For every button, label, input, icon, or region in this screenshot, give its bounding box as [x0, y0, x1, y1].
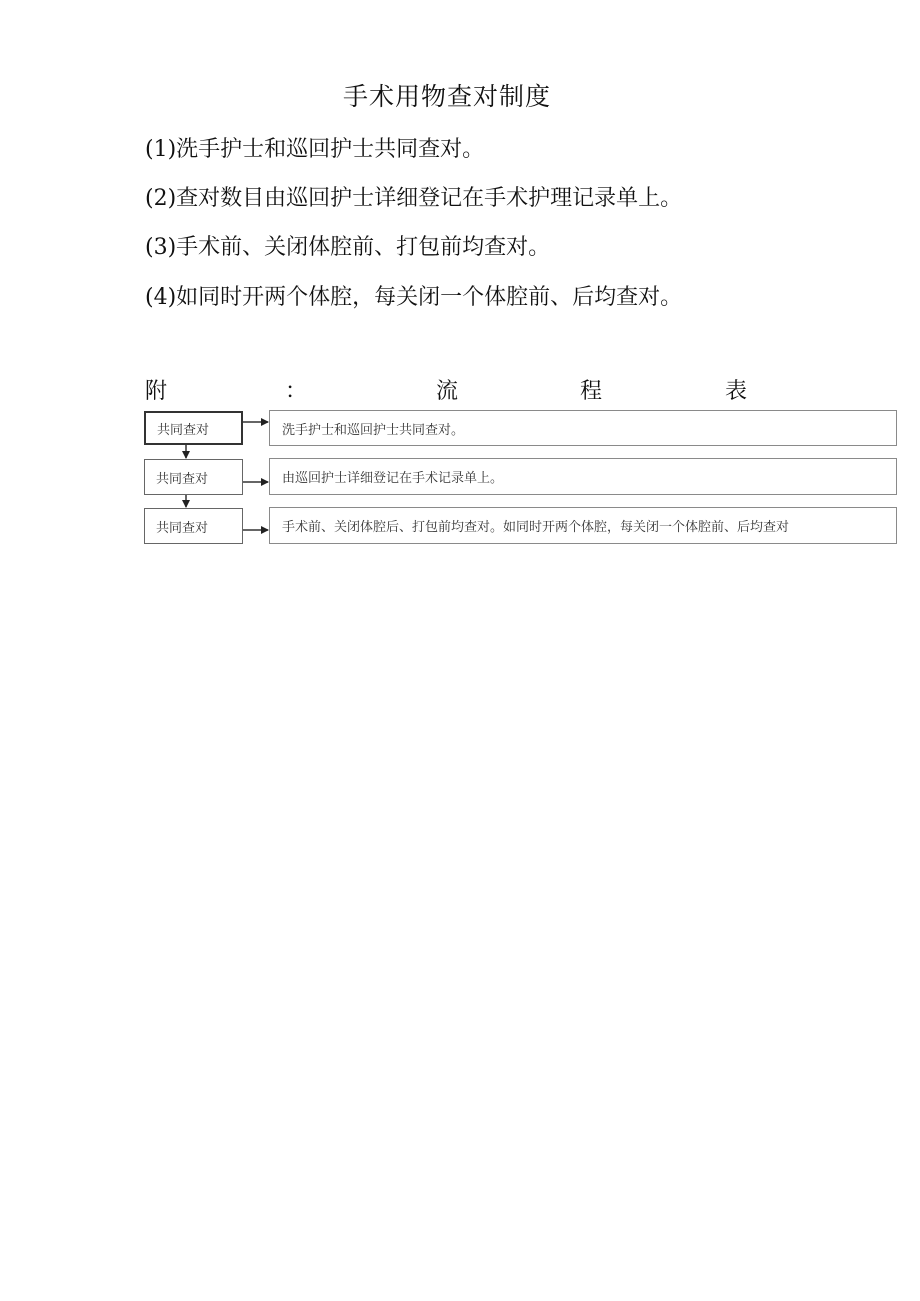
flow-connectors — [0, 0, 920, 600]
rule-item-3: (3)手术前、关闭体腔前、打包前均查对。 — [145, 235, 551, 260]
flow-detail-box-3: 手术前、关闭体腔后、打包前均查对。如同时开两个体腔，每关闭一个体腔前、后均查对 — [269, 507, 897, 544]
rule-item-1: (1)洗手护士和巡回护士共同查对。 — [145, 137, 485, 162]
flow-step-box-1: 共同查对 — [144, 411, 243, 445]
flow-step-box-2: 共同查对 — [144, 459, 243, 495]
flow-step-box-3: 共同查对 — [144, 508, 243, 544]
appendix-char-5: 表 — [725, 379, 748, 404]
appendix-char-3: 流 — [436, 379, 459, 404]
rule-item-4: (4)如同时开两个体腔，每关闭一个体腔前、后均查对。 — [145, 285, 683, 310]
rule-item-2: (2)查对数目由巡回护士详细登记在手术护理记录单上。 — [145, 186, 683, 211]
flow-detail-box-1: 洗手护士和巡回护士共同查对。 — [269, 410, 897, 446]
appendix-char-2: ： — [285, 379, 308, 404]
appendix-char-4: 程 — [580, 379, 603, 404]
flow-detail-box-2: 由巡回护士详细登记在手术记录单上。 — [269, 458, 897, 495]
page-title: 手术用物查对制度 — [342, 82, 551, 111]
appendix-char-1: 附 — [145, 379, 168, 404]
